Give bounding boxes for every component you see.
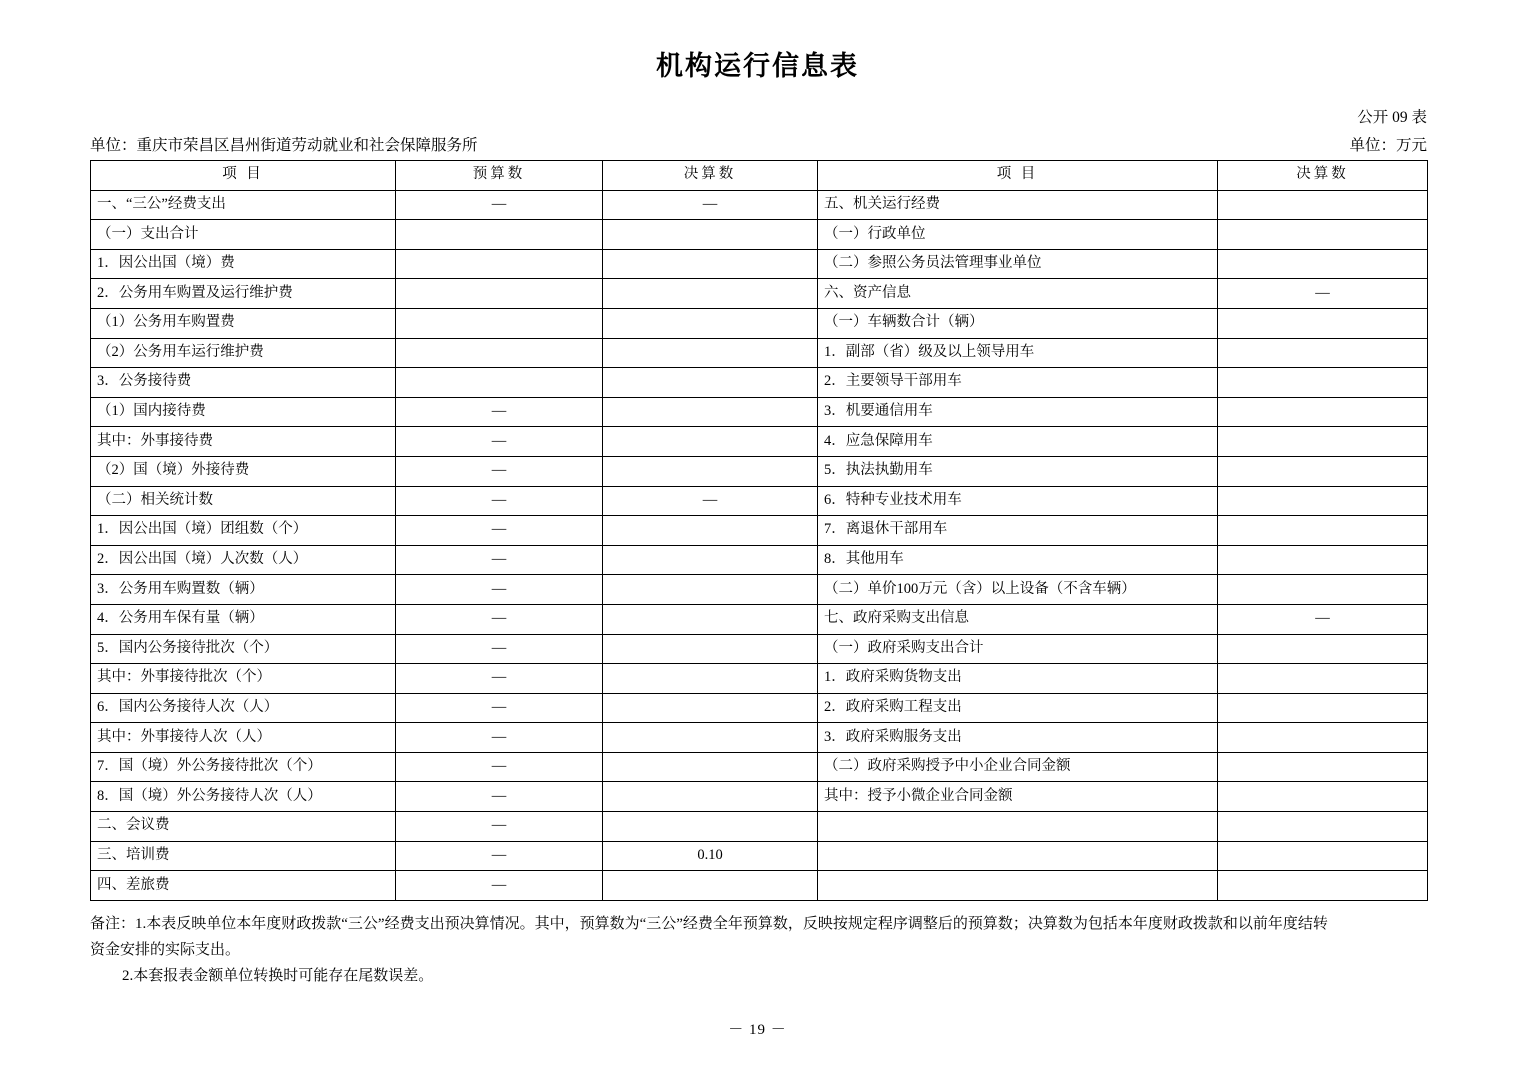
row-label-left: 其中：外事接待批次（个）: [91, 664, 396, 694]
cell-final: [603, 782, 818, 812]
row-label-right: 五、机关运行经费: [818, 190, 1218, 220]
cell-final-right: [1218, 249, 1428, 279]
cell-final: [603, 604, 818, 634]
cell-final-right: [1218, 516, 1428, 546]
row-label-left: 8．国（境）外公务接待人次（人）: [91, 782, 396, 812]
table-row: [91, 368, 1428, 398]
unit-row: [0, 133, 1515, 155]
cell-final-right: [1218, 664, 1428, 694]
cell-final-right: [1218, 871, 1428, 901]
column-header-budget: 预算数: [396, 161, 603, 191]
row-label-left: （二）相关统计数: [91, 486, 396, 516]
note-line-2: 资金安排的实际支出。: [90, 942, 241, 959]
row-label-left: 其中：外事接待费: [91, 427, 396, 457]
table-row: [91, 752, 1428, 782]
cell-final: —: [603, 190, 818, 220]
note-line-1: 备注：1.本表反映单位本年度财政拨款“三公”经费支出预决算情况。其中，预算数为“三公”经费全年预算数，反映按规定程序调整后的预算数；决算数为包括本年度财政拨款和以前年度结转: [90, 915, 1328, 932]
table-row: [91, 693, 1428, 723]
cell-budget: —: [396, 693, 603, 723]
cell-final: [603, 634, 818, 664]
cell-final: [603, 308, 818, 338]
row-label-left: （1）公务用车购置费: [91, 308, 396, 338]
cell-budget: —: [396, 871, 603, 901]
row-label-left: 2．因公出国（境）人次数（人）: [91, 545, 396, 575]
column-header-final-right: 决算数: [1218, 161, 1428, 191]
column-header-project-left: 项 目: [91, 161, 396, 191]
table-row: [91, 338, 1428, 368]
row-label-left: 1．因公出国（境）团组数（个）: [91, 516, 396, 546]
row-label-left: 7．国（境）外公务接待批次（个）: [91, 752, 396, 782]
row-label-right: 7．离退休干部用车: [818, 516, 1218, 546]
table-row: [91, 397, 1428, 427]
cell-final-right: [1218, 397, 1428, 427]
cell-budget: —: [396, 397, 603, 427]
row-label-left: （2）公务用车运行维护费: [91, 338, 396, 368]
table-row: [91, 249, 1428, 279]
form-number: 公开 09 表: [1357, 109, 1427, 126]
row-label-left: 6．国内公务接待人次（人）: [91, 693, 396, 723]
cell-budget: [396, 249, 603, 279]
cell-budget: —: [396, 812, 603, 842]
row-label-right: [818, 871, 1218, 901]
cell-final-right: [1218, 308, 1428, 338]
cell-final-right: [1218, 841, 1428, 871]
row-label-left: 其中：外事接待人次（人）: [91, 723, 396, 753]
table-row: [91, 427, 1428, 457]
cell-final-right: [1218, 427, 1428, 457]
cell-final-right: [1218, 486, 1428, 516]
cell-budget: [396, 279, 603, 309]
cell-budget: [396, 220, 603, 250]
cell-final: [603, 812, 818, 842]
row-label-right: 六、资产信息: [818, 279, 1218, 309]
cell-final-right: —: [1218, 279, 1428, 309]
cell-budget: [396, 368, 603, 398]
cell-budget: —: [396, 545, 603, 575]
cell-budget: —: [396, 604, 603, 634]
cell-final-right: [1218, 338, 1428, 368]
row-label-left: 5．国内公务接待批次（个）: [91, 634, 396, 664]
table-row: [91, 279, 1428, 309]
table-row: [91, 220, 1428, 250]
row-label-right: 其中：授予小微企业合同金额: [818, 782, 1218, 812]
table-row: [91, 575, 1428, 605]
cell-budget: [396, 338, 603, 368]
cell-final: [603, 220, 818, 250]
page-number: － 19 －: [728, 1022, 787, 1038]
cell-budget: —: [396, 782, 603, 812]
row-label-left: （2）国（境）外接待费: [91, 456, 396, 486]
table-row: [91, 664, 1428, 694]
row-label-right: 2．政府采购工程支出: [818, 693, 1218, 723]
table-row: [91, 486, 1428, 516]
cell-budget: —: [396, 190, 603, 220]
row-label-right: 七、政府采购支出信息: [818, 604, 1218, 634]
cell-final: [603, 456, 818, 486]
row-label-right: 3．政府采购服务支出: [818, 723, 1218, 753]
row-label-left: 1．因公出国（境）费: [91, 249, 396, 279]
cell-budget: —: [396, 456, 603, 486]
row-label-right: （二）参照公务员法管理事业单位: [818, 249, 1218, 279]
cell-final-right: [1218, 752, 1428, 782]
cell-final: [603, 752, 818, 782]
row-label-left: （一）支出合计: [91, 220, 396, 250]
table-header-row: [91, 161, 1428, 191]
column-header-project-right: 项 目: [818, 161, 1218, 191]
row-label-right: （二）单价100万元（含）以上设备（不含车辆）: [818, 575, 1218, 605]
cell-final-right: [1218, 812, 1428, 842]
cell-final-right: [1218, 220, 1428, 250]
cell-final: [603, 693, 818, 723]
cell-final: 0.10: [603, 841, 818, 871]
table-row: [91, 634, 1428, 664]
cell-budget: —: [396, 486, 603, 516]
row-label-left: 3．公务用车购置数（辆）: [91, 575, 396, 605]
cell-final-right: [1218, 634, 1428, 664]
row-label-left: 四、差旅费: [91, 871, 396, 901]
cell-final: [603, 516, 818, 546]
cell-final: [603, 368, 818, 398]
table-row: [91, 308, 1428, 338]
row-label-right: 5．执法执勤用车: [818, 456, 1218, 486]
amount-unit: 单位：万元: [1349, 137, 1427, 154]
table-row: [91, 841, 1428, 871]
table-row: [91, 723, 1428, 753]
row-label-right: （二）政府采购授予中小企业合同金额: [818, 752, 1218, 782]
row-label-right: （一）行政单位: [818, 220, 1218, 250]
cell-final: [603, 338, 818, 368]
cell-final-right: [1218, 575, 1428, 605]
table-row: [91, 604, 1428, 634]
row-label-right: （一）车辆数合计（辆）: [818, 308, 1218, 338]
institution-operation-table: [90, 160, 1428, 901]
cell-budget: —: [396, 664, 603, 694]
table-row: [91, 812, 1428, 842]
row-label-right: （一）政府采购支出合计: [818, 634, 1218, 664]
row-label-right: [818, 812, 1218, 842]
table-row: [91, 516, 1428, 546]
cell-final: [603, 575, 818, 605]
cell-final-right: [1218, 723, 1428, 753]
row-label-left: （1）国内接待费: [91, 397, 396, 427]
row-label-right: 2．主要领导干部用车: [818, 368, 1218, 398]
row-label-right: 6．特种专业技术用车: [818, 486, 1218, 516]
unit-name: 单位：重庆市荣昌区昌州街道劳动就业和社会保障服务所: [90, 137, 478, 154]
row-label-left: 二、会议费: [91, 812, 396, 842]
row-label-right: 8．其他用车: [818, 545, 1218, 575]
cell-final-right: [1218, 545, 1428, 575]
notes-block: [90, 911, 1427, 990]
cell-budget: —: [396, 427, 603, 457]
note-line-3: 2.本套报表金额单位转换时可能存在尾数误差。: [122, 968, 434, 985]
cell-final: [603, 871, 818, 901]
cell-budget: —: [396, 752, 603, 782]
cell-final: —: [603, 486, 818, 516]
form-number-row: [0, 105, 1515, 127]
row-label-left: 3．公务接待费: [91, 368, 396, 398]
table-row: [91, 782, 1428, 812]
cell-final: [603, 397, 818, 427]
row-label-left: 4．公务用车保有量（辆）: [91, 604, 396, 634]
row-label-left: 一、“三公”经费支出: [91, 190, 396, 220]
table-row: [91, 456, 1428, 486]
cell-final: [603, 664, 818, 694]
row-label-right: [818, 841, 1218, 871]
cell-budget: —: [396, 575, 603, 605]
cell-final-right: [1218, 693, 1428, 723]
cell-final: [603, 723, 818, 753]
row-label-left: 2．公务用车购置及运行维护费: [91, 279, 396, 309]
row-label-right: 4．应急保障用车: [818, 427, 1218, 457]
cell-budget: —: [396, 841, 603, 871]
cell-final: [603, 279, 818, 309]
row-label-right: 1．副部（省）级及以上领导用车: [818, 338, 1218, 368]
cell-budget: [396, 308, 603, 338]
cell-budget: —: [396, 634, 603, 664]
cell-final: [603, 545, 818, 575]
row-label-left: 三、培训费: [91, 841, 396, 871]
cell-final-right: [1218, 782, 1428, 812]
cell-final-right: [1218, 368, 1428, 398]
cell-final-right: [1218, 190, 1428, 220]
column-header-final: 决算数: [603, 161, 818, 191]
table-row: [91, 545, 1428, 575]
cell-budget: —: [396, 723, 603, 753]
table-row: [91, 871, 1428, 901]
cell-final-right: —: [1218, 604, 1428, 634]
cell-budget: —: [396, 516, 603, 546]
cell-final-right: [1218, 456, 1428, 486]
row-label-right: 1．政府采购货物支出: [818, 664, 1218, 694]
cell-final: [603, 249, 818, 279]
table-row: [91, 190, 1428, 220]
page-title: 机构运行信息表: [656, 51, 859, 81]
row-label-right: 3．机要通信用车: [818, 397, 1218, 427]
cell-final: [603, 427, 818, 457]
